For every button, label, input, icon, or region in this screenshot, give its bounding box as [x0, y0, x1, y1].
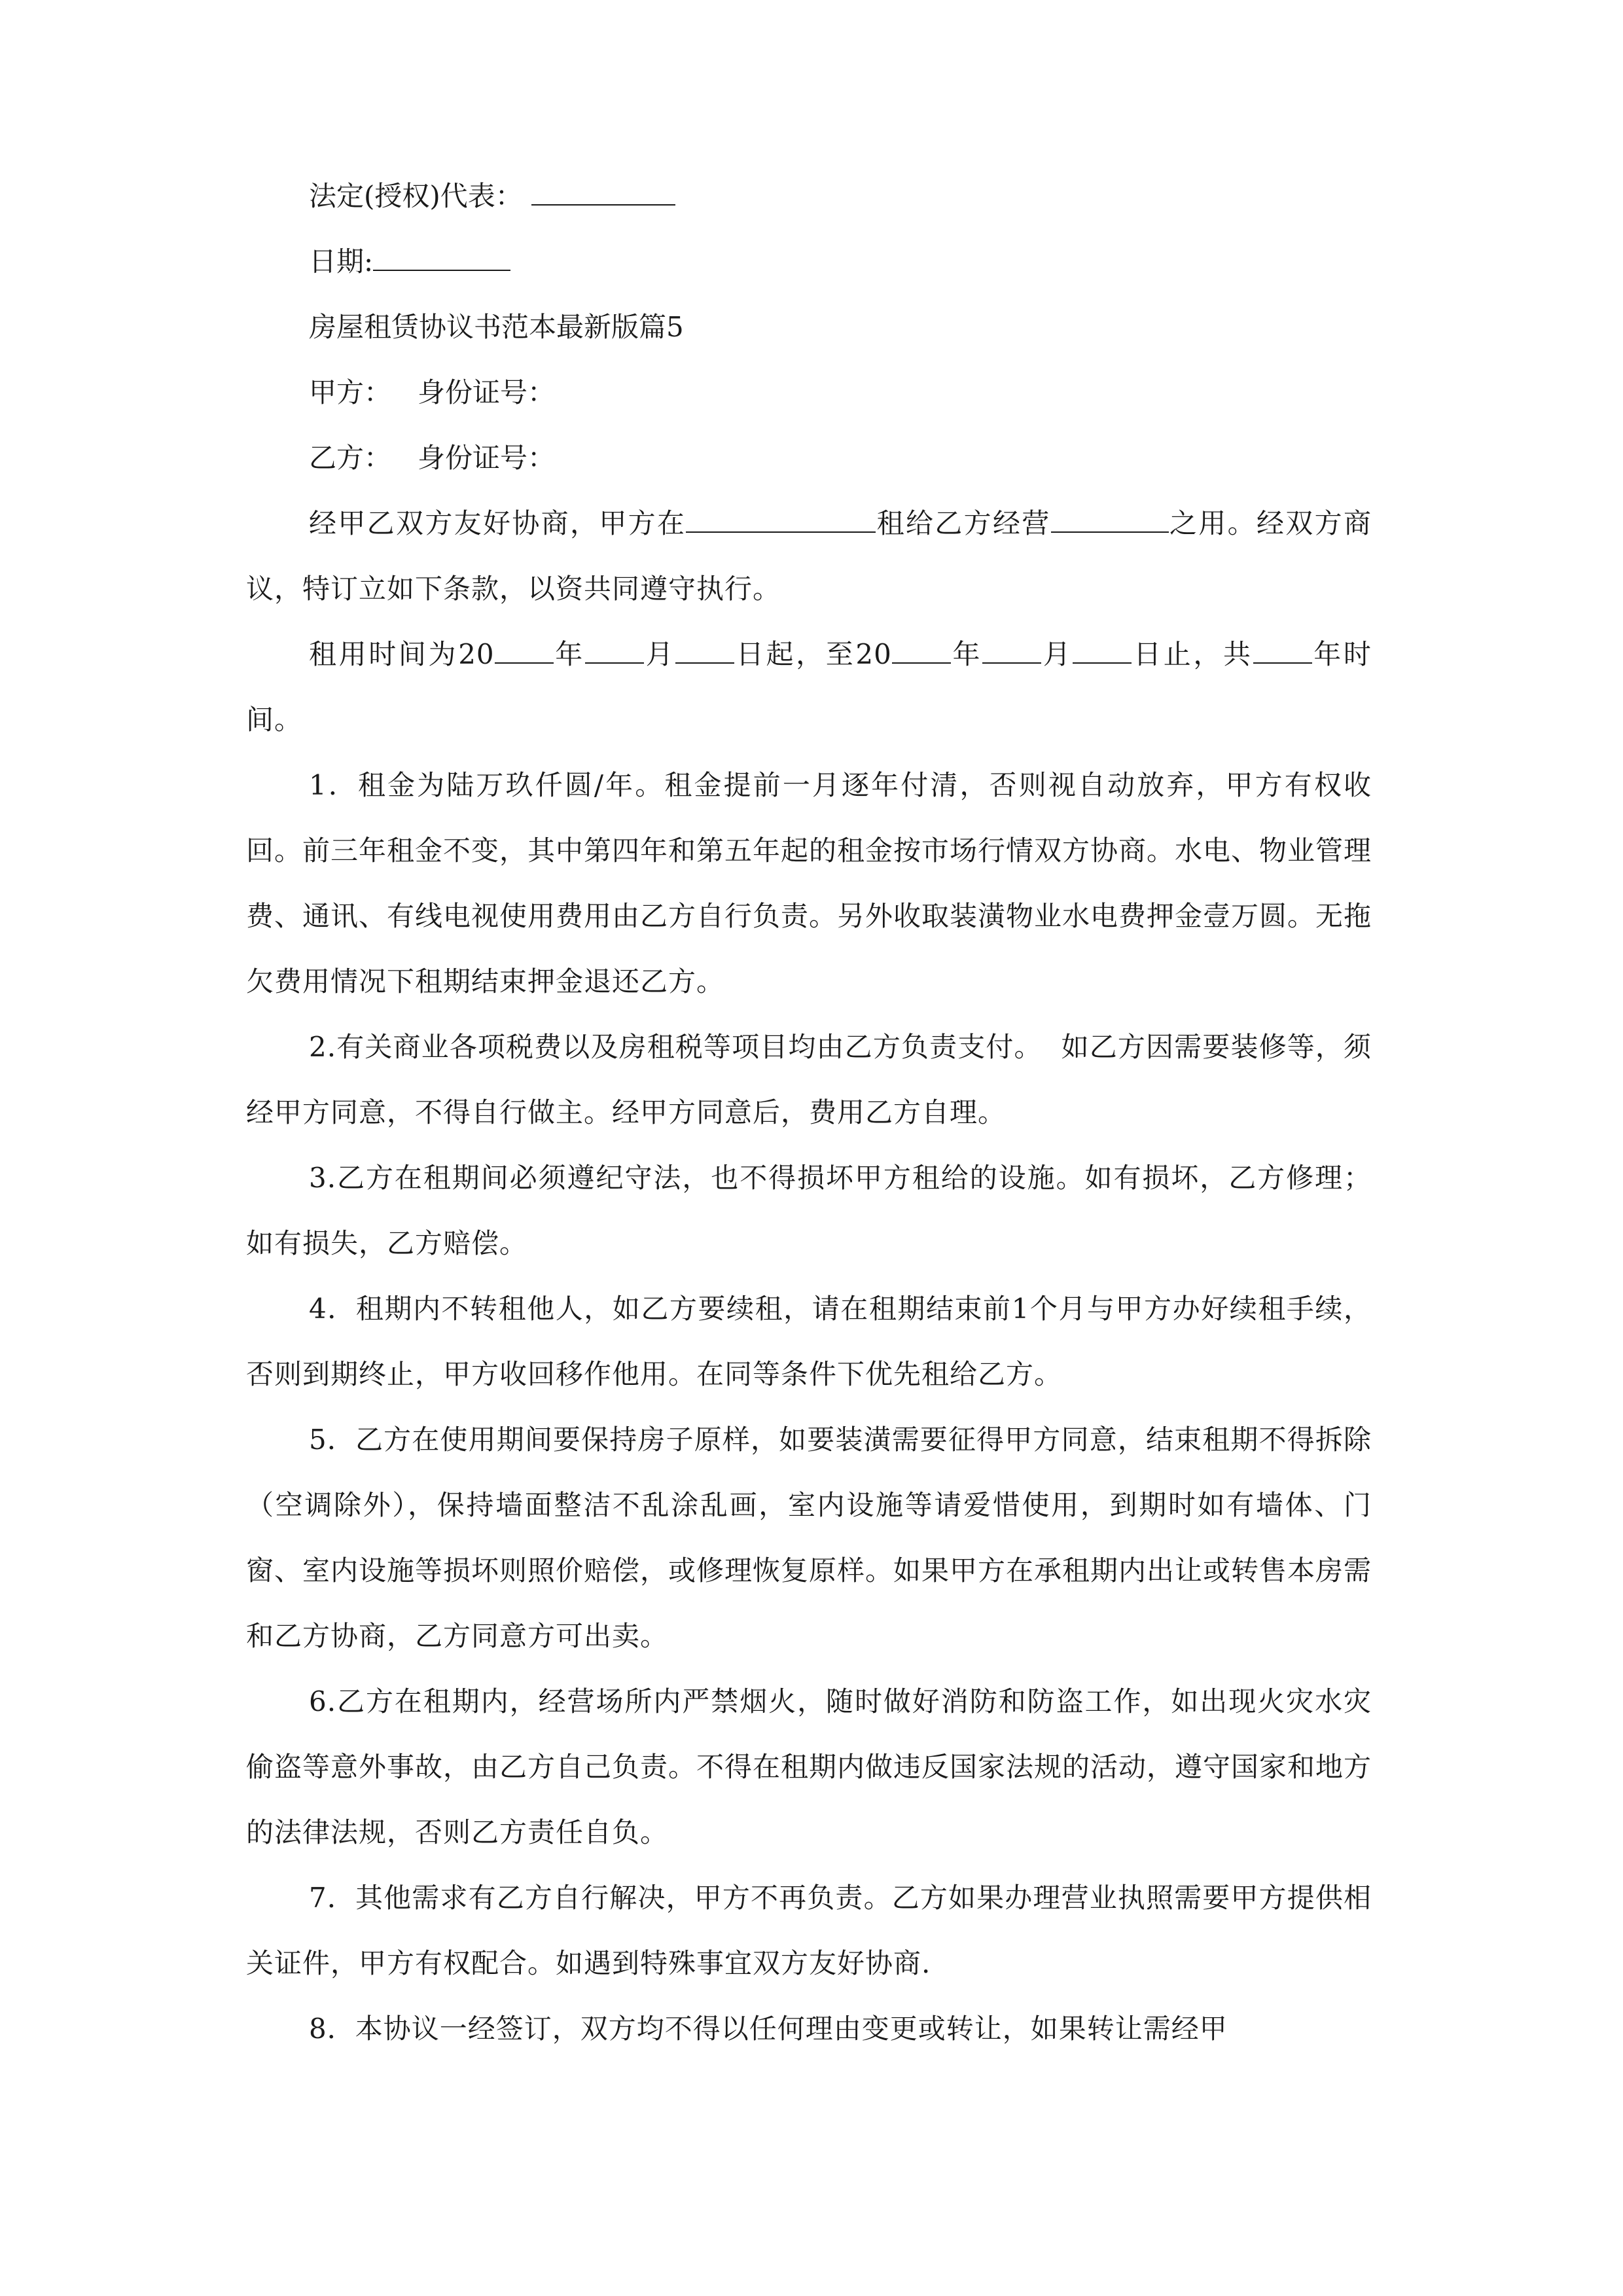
term-part-4: 日起，至20 [734, 638, 892, 670]
representative-blank [531, 178, 675, 206]
intro-paragraph [246, 491, 1372, 622]
term-part-5: 年 [950, 638, 983, 670]
start-year-blank [495, 636, 554, 664]
location-blank [686, 505, 876, 533]
date-blank [373, 243, 510, 271]
clause-5: 5．乙方在使用期间要保持房子原样，如要装潢需要征得甲方同意，结束租期不得拆除（空调除外），保持墙面整洁不乱涂乱画，室内设施等请爱惜使用，到期时如有墙体、门窗、室内设施等损坏则照价赔偿，或修理恢复原样。如果甲方在承租期内出让或转售本房需和乙方协商，乙方同意方可出卖。 [246, 1424, 1372, 1652]
party-a-line: 甲方： 身份证号： [309, 376, 556, 408]
representative-label: 法定(授权)代表： [309, 180, 523, 212]
intro-part-1: 经甲乙双方友好协商，甲方在 [309, 507, 687, 539]
party-b-line: 乙方： 身份证号： [309, 442, 556, 474]
clause-1: 1．租金为陆万玖仟圆/年。租金提前一月逐年付清，否则视自动放弃，甲方有权收回。前三年租金不变，其中第四年和第五年起的租金按市场行情双方协商。水电、物业管理费、通讯、有线电视使用费用由乙方自行负责。另外收取装潢物业水电费押金壹万圆。无拖欠费用情况下租期结束押金退还乙方。 [246, 769, 1372, 997]
end-year-blank [892, 636, 951, 664]
date-line [246, 229, 1372, 295]
date-label: 日期: [309, 245, 374, 278]
term-part-2: 年 [553, 638, 585, 670]
term-part-6: 月 [1041, 638, 1073, 670]
term-part-7: 日止，共 [1132, 638, 1253, 670]
term-part-1: 租用时间为20 [309, 638, 495, 670]
document-title: 房屋租赁协议书范本最新版篇5 [309, 311, 684, 343]
intro-part-2: 租给乙方经营 [876, 507, 1051, 539]
intro-part-3: 之用。经双方商议，特订立如下条款，以资共同遵守执行。 [246, 507, 1372, 605]
clause-6: 6.乙方在租期内，经营场所内严禁烟火，随时做好消防和防盗工作，如出现火灾水灾偷盗等意外事故，由乙方自己负责。不得在租期内做违反国家法规的活动，遵守国家和地方的法律法规，否则乙方责任自负。 [246, 1685, 1372, 1848]
clause-3: 3.乙方在租期间必须遵纪守法，也不得损坏甲方租给的设施。如有损坏，乙方修理；如有损失，乙方赔偿。 [246, 1162, 1372, 1259]
end-month-blank [982, 636, 1041, 664]
clause-4: 4．租期内不转租他人，如乙方要续租，请在租期结束前1个月与甲方办好续租手续，否则到期终止，甲方收回移作他用。在同等条件下优先租给乙方。 [246, 1293, 1372, 1390]
end-day-blank [1073, 636, 1132, 664]
clause-7: 7．其他需求有乙方自行解决，甲方不再负责。乙方如果办理营业执照需要甲方提供相关证件，甲方有权配合。如遇到特殊事宜双方友好协商. [246, 1882, 1372, 1979]
document-body [246, 164, 1372, 2062]
term-paragraph [246, 622, 1372, 753]
total-years-blank [1253, 636, 1312, 664]
term-part-8: 年时间。 [246, 638, 1372, 736]
business-blank [1051, 505, 1169, 533]
start-day-blank [675, 636, 734, 664]
term-part-3: 月 [643, 638, 676, 670]
start-month-blank [585, 636, 644, 664]
representative-line [246, 164, 1372, 229]
clause-8: 8．本协议一经签订，双方均不得以任何理由变更或转让，如果转让需经甲 [309, 2013, 1228, 2045]
clause-2: 2.有关商业各项税费以及房租税等项目均由乙方负责支付。 如乙方因需要装修等，须经甲方同意，不得自行做主。经甲方同意后，费用乙方自理。 [246, 1031, 1372, 1128]
